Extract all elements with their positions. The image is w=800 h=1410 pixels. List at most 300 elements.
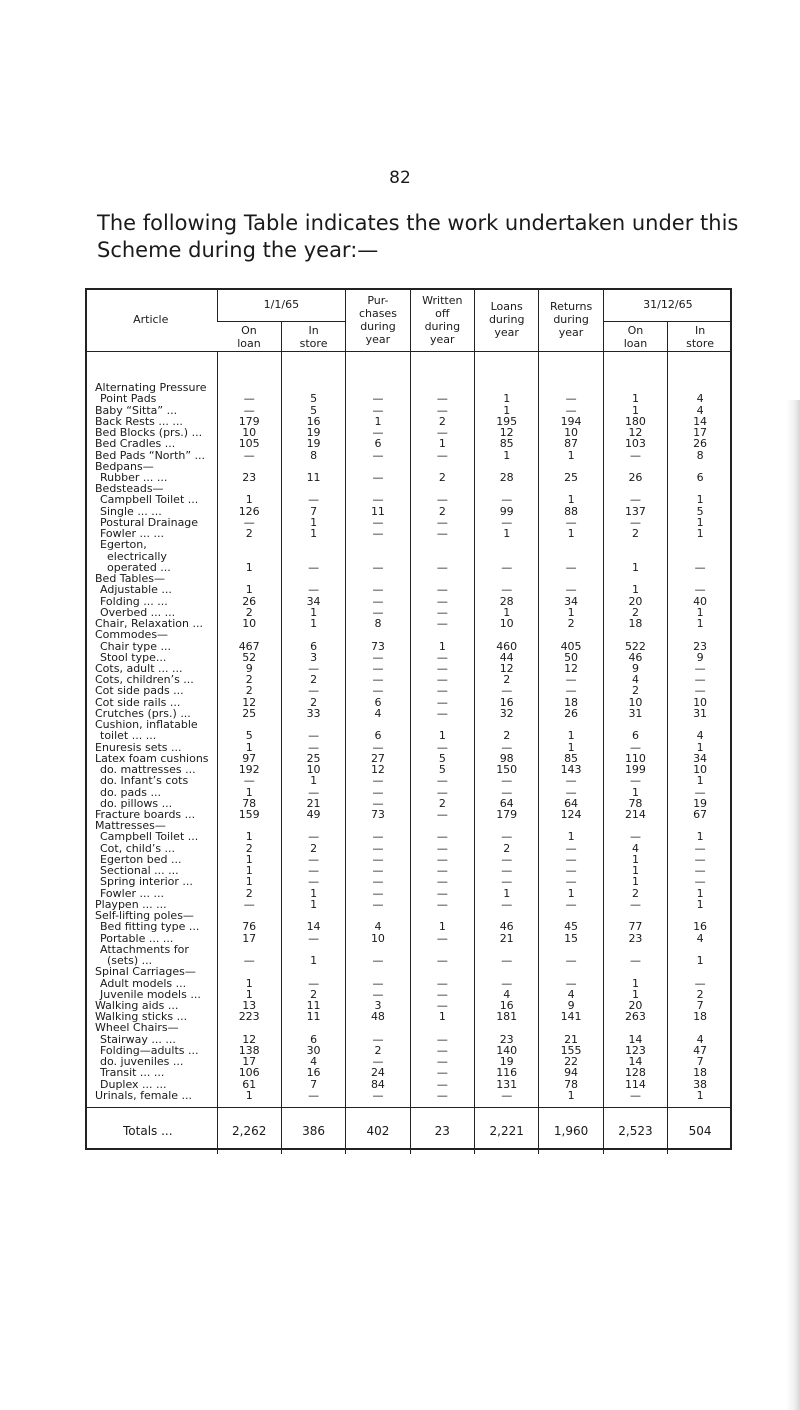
table-row [85, 595, 732, 606]
table-cell [346, 461, 410, 472]
table-row [85, 1079, 732, 1090]
table-row [85, 404, 732, 415]
table-cell: 223 [217, 1011, 281, 1022]
table-cell: 1 [603, 786, 667, 797]
table-cell: — [281, 730, 345, 741]
row-label: Fowler ... ... [100, 887, 164, 899]
table-cell: — [346, 494, 410, 505]
table-cell: 16 [475, 1000, 539, 1011]
row-label: Mattresses— [95, 820, 166, 832]
table-cell: 522 [603, 640, 667, 651]
table-cell: 199 [603, 764, 667, 775]
table-cell: 78 [603, 798, 667, 809]
table-cell: 2 [603, 685, 667, 696]
table-cell: 131 [475, 1079, 539, 1090]
table-cell: — [539, 562, 603, 573]
table-cell: 12 [217, 1034, 281, 1045]
table-cell: 214 [603, 809, 667, 820]
table-cell: — [475, 742, 539, 753]
table-cell: 84 [346, 1079, 410, 1090]
table-cell [668, 910, 732, 921]
table-cell: 140 [475, 1045, 539, 1056]
table-cell [539, 539, 603, 550]
table-row [85, 955, 732, 966]
table-cell: 46 [603, 652, 667, 663]
table-cell: 2 [475, 730, 539, 741]
row-label: Attachments for [100, 943, 189, 955]
table-cell: 159 [217, 809, 281, 820]
table-row [85, 618, 732, 629]
table-row [85, 472, 732, 483]
table-cell [410, 944, 474, 955]
table-cell: 64 [475, 798, 539, 809]
table-cell [281, 966, 345, 977]
table-cell: 16 [475, 697, 539, 708]
row-label: Bed Cradles ... [95, 438, 176, 450]
table-cell [539, 461, 603, 472]
table-cell [603, 966, 667, 977]
row-label: operated ... [107, 561, 171, 573]
table-row [85, 742, 732, 753]
table-cell: — [281, 1090, 345, 1101]
table-cell: 106 [217, 1067, 281, 1078]
table-cell [281, 551, 345, 562]
table-cell: 19 [281, 427, 345, 438]
table-cell: 1 [217, 494, 281, 505]
table-cell: 64 [539, 798, 603, 809]
table-cell: 1 [668, 742, 732, 753]
table-cell [539, 551, 603, 562]
row-label: Fowler ... ... [100, 528, 164, 540]
row-label: do. Infant’s cots [100, 775, 189, 787]
table-cell: — [539, 517, 603, 528]
table-cell: — [346, 899, 410, 910]
table-cell [410, 910, 474, 921]
table-cell [346, 551, 410, 562]
table-cell: 46 [475, 921, 539, 932]
table-row [85, 708, 732, 719]
table-cell: 1 [668, 528, 732, 539]
table-cell: — [410, 1067, 474, 1078]
table-cell: 25 [539, 472, 603, 483]
table-cell: 34 [281, 595, 345, 606]
table-cell: 1 [539, 449, 603, 460]
table-row [85, 820, 732, 831]
table-row [85, 1067, 732, 1078]
row-label: Juvenile models ... [100, 988, 201, 1000]
totals-cell: 2,523 [603, 1108, 667, 1155]
row-label: Fracture boards ... [95, 808, 196, 821]
table-cell: — [281, 865, 345, 876]
table-cell: 1 [217, 584, 281, 595]
header-date-start: 1/1/65 [217, 288, 346, 322]
table-row [85, 483, 732, 494]
table-cell [217, 551, 281, 562]
table-cell: 2 [217, 528, 281, 539]
table-cell [346, 1022, 410, 1033]
table-cell [346, 629, 410, 640]
table-cell: 1 [217, 854, 281, 865]
table-cell: 1 [410, 640, 474, 651]
table-cell: 18 [603, 618, 667, 629]
table-cell: 25 [281, 753, 345, 764]
table-cell: — [603, 517, 667, 528]
table-cell: 10 [603, 697, 667, 708]
row-label: Spinal Carriages— [95, 966, 196, 978]
table-cell: 460 [475, 640, 539, 651]
table-cell: 179 [475, 809, 539, 820]
row-label: Stool type... [100, 651, 167, 663]
table-cell: 11 [281, 472, 345, 483]
table-cell: — [410, 1056, 474, 1067]
table-row [85, 888, 732, 899]
table-cell: 98 [475, 753, 539, 764]
table-cell: 6 [346, 697, 410, 708]
table-cell [475, 483, 539, 494]
table-cell: 44 [475, 652, 539, 663]
table-cell [603, 910, 667, 921]
table-row [85, 438, 732, 449]
table-cell: — [603, 955, 667, 966]
table-cell: 17 [217, 932, 281, 943]
table-cell: 10 [217, 427, 281, 438]
table-cell: 2 [281, 843, 345, 854]
row-label: Bed Pads “North” ... [95, 449, 206, 461]
table-cell: — [281, 663, 345, 674]
row-label: Adult models ... [100, 977, 187, 989]
table-cell: — [346, 1056, 410, 1067]
table-cell: 128 [603, 1067, 667, 1078]
table-cell: 138 [217, 1045, 281, 1056]
table-cell: 61 [217, 1079, 281, 1090]
table-cell [475, 382, 539, 393]
table-row [85, 584, 732, 595]
table-cell: 1 [346, 416, 410, 427]
table-cell: 1 [281, 775, 345, 786]
table-cell: 24 [346, 1067, 410, 1078]
table-cell: — [410, 1090, 474, 1101]
table-cell: 2 [217, 888, 281, 899]
table-cell: 141 [539, 1011, 603, 1022]
table-row [85, 607, 732, 618]
table-cell: 137 [603, 506, 667, 517]
table-cell: 23 [475, 1034, 539, 1045]
table-cell: 2 [475, 843, 539, 854]
table-cell: 2 [410, 506, 474, 517]
table-cell: — [346, 1034, 410, 1045]
table-cell: — [668, 584, 732, 595]
table-row [85, 865, 732, 876]
table-cell [603, 539, 667, 550]
table-cell: 2 [346, 1045, 410, 1056]
totals-cell: 504 [668, 1108, 732, 1155]
table-cell: 1 [281, 517, 345, 528]
table-cell: 23 [217, 472, 281, 483]
table-cell: — [346, 652, 410, 663]
table-cell: 38 [668, 1079, 732, 1090]
table-cell: 26 [539, 708, 603, 719]
table-cell: 73 [346, 640, 410, 651]
table-cell: 4 [346, 708, 410, 719]
row-label: Cot, child’s ... [100, 842, 176, 854]
table-cell [410, 539, 474, 550]
table-cell: — [410, 584, 474, 595]
table-cell [475, 629, 539, 640]
table-cell: — [603, 449, 667, 460]
row-label: Bed Tables— [95, 572, 165, 585]
table-cell: — [346, 742, 410, 753]
table-cell: 2 [410, 472, 474, 483]
table-cell [668, 629, 732, 640]
table-cell: — [603, 899, 667, 910]
totals-cell: 402 [346, 1108, 410, 1155]
row-label: Chair type ... [100, 640, 172, 652]
table-cell: 2 [217, 674, 281, 685]
table-cell: — [539, 584, 603, 595]
table-cell: 1 [217, 989, 281, 1000]
table-cell: 3 [281, 652, 345, 663]
row-label: Duplex ... ... [100, 1078, 167, 1090]
table-row [85, 640, 732, 651]
table-cell: — [346, 562, 410, 573]
table-cell: — [346, 865, 410, 876]
table-cell: — [346, 775, 410, 786]
table-cell: — [475, 562, 539, 573]
table-cell: — [346, 449, 410, 460]
table-cell: 77 [603, 921, 667, 932]
table-cell: — [539, 404, 603, 415]
table-cell: 5 [217, 730, 281, 741]
table-cell: 88 [539, 506, 603, 517]
table-row [85, 977, 732, 988]
table-cell: 6 [281, 640, 345, 651]
table-cell [281, 539, 345, 550]
row-label: Urinals, female ... [95, 1089, 193, 1101]
table-row [85, 921, 732, 932]
table-cell: 14 [603, 1056, 667, 1067]
table-cell: 1 [668, 607, 732, 618]
table-cell: 4 [539, 989, 603, 1000]
row-label: Bed Blocks (prs.) ... [95, 426, 203, 439]
table-cell [539, 483, 603, 494]
table-cell: 12 [539, 663, 603, 674]
table-cell: — [217, 955, 281, 966]
table-cell: — [668, 977, 732, 988]
table-cell [410, 629, 474, 640]
table-cell: — [539, 854, 603, 865]
table-cell: — [217, 899, 281, 910]
table-cell: 52 [217, 652, 281, 663]
table-cell: 13 [217, 1000, 281, 1011]
table-cell [217, 573, 281, 584]
table-cell: — [410, 775, 474, 786]
table-cell: — [410, 786, 474, 797]
row-label: Campbell Toilet ... [100, 494, 199, 506]
table-cell: — [410, 618, 474, 629]
table-cell: — [668, 786, 732, 797]
table-cell: — [475, 876, 539, 887]
row-label: Single ... ... [100, 505, 162, 517]
table-cell: — [410, 876, 474, 887]
table-cell: 12 [603, 427, 667, 438]
table-cell: 181 [475, 1011, 539, 1022]
table-row [85, 697, 732, 708]
table-cell [668, 820, 732, 831]
table-row [85, 449, 732, 460]
table-cell: — [281, 562, 345, 573]
row-label: Bedsteads— [95, 483, 164, 495]
table-cell: 11 [346, 506, 410, 517]
table-cell [410, 483, 474, 494]
row-label: do. mattresses ... [100, 763, 196, 776]
table-cell: — [346, 1090, 410, 1101]
table-cell [410, 966, 474, 977]
table-cell [217, 719, 281, 730]
table-row [85, 1022, 732, 1033]
table-cell: 2 [217, 685, 281, 696]
table-cell: 11 [281, 1000, 345, 1011]
table-cell [346, 966, 410, 977]
header-loans: Loans during year [475, 288, 539, 352]
equipment-table-container [85, 288, 732, 1150]
table-cell: — [217, 393, 281, 404]
table-cell [603, 719, 667, 730]
totals-cell: 386 [281, 1108, 345, 1155]
table-cell [668, 461, 732, 472]
table-cell [281, 820, 345, 831]
table-cell [475, 910, 539, 921]
table-cell [475, 820, 539, 831]
intro-text: The following Table indicates the work undertaken under this Scheme during the year:— [97, 211, 739, 262]
table-cell: — [281, 742, 345, 753]
table-cell: — [539, 876, 603, 887]
table-cell: 9 [539, 1000, 603, 1011]
row-label: Chair, Relaxation ... [95, 617, 203, 630]
table-cell: 1 [539, 607, 603, 618]
table-cell: — [603, 742, 667, 753]
page-edge-shadow [786, 400, 800, 1410]
table-cell: 155 [539, 1045, 603, 1056]
table-cell: 73 [346, 809, 410, 820]
table-row [85, 517, 732, 528]
table-cell: 26 [668, 438, 732, 449]
table-cell: 1 [603, 404, 667, 415]
table-cell: — [603, 831, 667, 842]
table-cell: 143 [539, 764, 603, 775]
table-cell: — [410, 1034, 474, 1045]
row-label: do. pads ... [100, 786, 161, 798]
table-cell: — [539, 977, 603, 988]
table-row [85, 1045, 732, 1056]
table-cell: 45 [539, 921, 603, 932]
table-cell: 1 [475, 449, 539, 460]
table-cell [217, 820, 281, 831]
table-cell: 3 [346, 1000, 410, 1011]
table-cell: — [539, 955, 603, 966]
table-cell: — [539, 843, 603, 854]
table-cell: 1 [603, 584, 667, 595]
table-cell: — [410, 932, 474, 943]
table-row [85, 427, 732, 438]
table-cell: — [346, 843, 410, 854]
table-cell: — [539, 685, 603, 696]
table-cell [668, 551, 732, 562]
table-cell: 2 [281, 989, 345, 1000]
row-label: Cot side rails ... [95, 696, 181, 708]
table-cell: — [410, 888, 474, 899]
table-cell [281, 461, 345, 472]
table-cell [346, 573, 410, 584]
table-cell: — [410, 528, 474, 539]
table-cell: 1 [668, 775, 732, 786]
table-cell: 10 [217, 618, 281, 629]
table-cell: — [217, 404, 281, 415]
table-cell: 1 [475, 607, 539, 618]
table-row [85, 1056, 732, 1067]
row-label: Wheel Chairs— [95, 1022, 179, 1034]
table-cell: 5 [410, 764, 474, 775]
table-cell: 19 [475, 1056, 539, 1067]
table-cell [410, 719, 474, 730]
table-cell: 1 [603, 865, 667, 876]
table-row [85, 876, 732, 887]
table-cell: 2 [668, 989, 732, 1000]
table-cell: 26 [603, 472, 667, 483]
table-cell: 1 [539, 528, 603, 539]
equipment-table [85, 288, 732, 1154]
table-cell: 28 [475, 595, 539, 606]
table-cell [539, 629, 603, 640]
header-article: Article [85, 288, 217, 352]
row-label: Alternating Pressure [95, 382, 207, 394]
table-row [85, 854, 732, 865]
table-cell: 1 [539, 494, 603, 505]
table-cell [217, 539, 281, 550]
table-cell: — [475, 977, 539, 988]
table-row [85, 629, 732, 640]
table-cell [539, 966, 603, 977]
table-cell [346, 820, 410, 831]
table-cell: — [475, 685, 539, 696]
table-cell [217, 966, 281, 977]
table-cell: — [603, 494, 667, 505]
table-cell: 1 [217, 831, 281, 842]
table-cell: 48 [346, 1011, 410, 1022]
table-cell [668, 382, 732, 393]
table-row [85, 831, 732, 842]
row-label: Bedpans— [95, 460, 154, 472]
table-row [85, 494, 732, 505]
table-cell: — [410, 685, 474, 696]
table-cell: — [410, 1045, 474, 1056]
table-cell: — [539, 393, 603, 404]
row-label: Bed fitting type ... [100, 921, 200, 933]
table-cell: — [346, 393, 410, 404]
row-label: Enuresis sets ... [95, 741, 182, 753]
row-label: Baby “Sitta” ... [95, 404, 178, 416]
table-cell: 14 [668, 416, 732, 427]
table-cell: — [603, 775, 667, 786]
table-cell: 5 [410, 753, 474, 764]
table-cell: — [475, 865, 539, 876]
table-cell: 4 [668, 404, 732, 415]
table-row [85, 1034, 732, 1045]
header-on-loan-start: On loan [217, 322, 281, 352]
table-cell [603, 573, 667, 584]
table-row [85, 1000, 732, 1011]
table-cell: 21 [539, 1034, 603, 1045]
row-label: Latex foam cushions [95, 752, 209, 764]
